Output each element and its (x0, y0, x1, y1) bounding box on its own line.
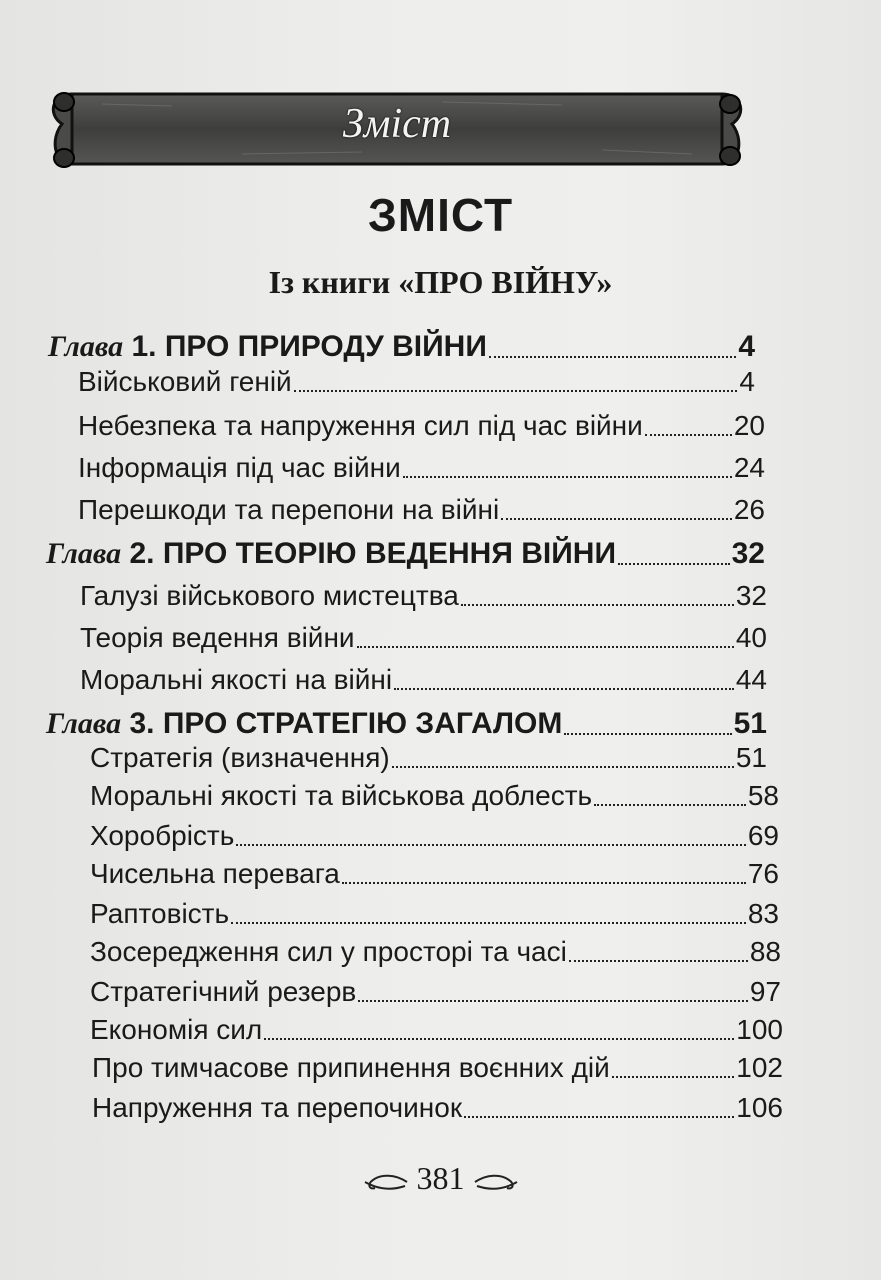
dot-leader (461, 604, 734, 606)
chapter-page-number: 51 (733, 707, 767, 740)
dot-leader (612, 1076, 735, 1078)
page-title: ЗМІСТ (367, 189, 514, 241)
toc-entry[interactable] (90, 742, 767, 774)
entry-title: Напруження та перепочинок (92, 1092, 463, 1123)
chapter-label (46, 707, 562, 741)
toc-entry[interactable] (80, 622, 767, 654)
book-subtitle: Із книги «ПРО ВІЙНУ» (268, 264, 613, 300)
dot-leader (264, 1038, 734, 1040)
dot-leader (569, 960, 748, 962)
entry-title: Моральні якості на війні (80, 664, 393, 695)
toc-entry[interactable] (80, 580, 767, 612)
page-footer (0, 1160, 881, 1197)
dot-leader (231, 922, 746, 924)
entry-page-number: 26 (733, 494, 765, 525)
entry-page-number: 97 (749, 976, 781, 1007)
entry-page-number: 40 (735, 622, 767, 653)
dot-leader (501, 518, 732, 520)
entry-page-number: 51 (735, 742, 767, 773)
chapter-prefix: Глава (48, 330, 124, 363)
entry-page-number: 24 (733, 452, 765, 483)
dot-leader (342, 882, 746, 884)
toc-entry[interactable] (90, 1014, 783, 1046)
toc-entry[interactable] (92, 1092, 783, 1124)
entry-page-number: 20 (733, 410, 765, 441)
entry-title: Стратегія (визначення) (90, 742, 390, 773)
entry-page-number: 44 (735, 664, 767, 695)
toc-entry[interactable] (78, 410, 765, 442)
dot-leader (403, 476, 732, 478)
entry-title: Чисельна перевага (90, 858, 340, 889)
dot-leader (394, 688, 734, 690)
dot-leader (392, 766, 734, 768)
entry-page-number: 58 (747, 780, 779, 811)
entry-page-number: 83 (747, 898, 779, 929)
toc-entry[interactable] (78, 494, 765, 526)
toc-entry[interactable] (78, 366, 755, 398)
page-number: 381 (416, 1160, 465, 1196)
chapter-title: 1. ПРО ПРИРОДУ ВІЙНИ (123, 330, 487, 363)
entry-title: Військовий геній (78, 366, 292, 397)
toc-entry[interactable] (92, 1052, 783, 1084)
entry-title: Небезпека та напруження сил під час війни (78, 410, 643, 441)
chapter-prefix: Глава (46, 707, 122, 740)
toc-entry[interactable] (90, 936, 781, 968)
left-flourish-icon (359, 1170, 409, 1194)
chapter-title: 3. ПРО СТРАТЕГІЮ ЗАГАЛОМ (121, 707, 563, 740)
toc-entry[interactable] (90, 780, 779, 812)
entry-title: Галузі військового мистецтва (80, 580, 459, 611)
toc-chapter-2[interactable] (46, 537, 765, 571)
chapter-page-number: 32 (731, 537, 765, 570)
dot-leader (489, 356, 736, 358)
entry-title: Моральні якості та військова доблесть (90, 780, 593, 811)
dot-leader (294, 390, 738, 392)
entry-title: Стратегічний резерв (90, 976, 357, 1007)
toc-entry[interactable] (78, 452, 765, 484)
entry-title: Теорія ведення війни (80, 622, 355, 653)
entry-page-number: 4 (739, 366, 755, 397)
toc-entry[interactable] (90, 898, 779, 930)
chapter-title: 2. ПРО ТЕОРІЮ ВЕДЕННЯ ВІЙНИ (121, 537, 617, 570)
dot-leader (358, 1000, 748, 1002)
dot-leader (464, 1116, 734, 1118)
entry-title: Економія сил (90, 1014, 263, 1045)
entry-page-number: 102 (736, 1052, 783, 1083)
chapter-page-number: 4 (738, 330, 755, 363)
toc-chapter-3[interactable] (46, 707, 767, 741)
dot-leader (618, 563, 730, 565)
toc-entry[interactable] (90, 858, 779, 890)
dot-leader (594, 804, 746, 806)
toc-entry[interactable] (80, 664, 767, 696)
entry-title: Хоробрість (90, 820, 235, 851)
banner-title: Зміст (342, 101, 452, 147)
entry-page-number: 32 (735, 580, 767, 611)
dot-leader (645, 434, 732, 436)
entry-page-number: 76 (747, 858, 779, 889)
entry-title: Перешкоди та перепони на війні (78, 494, 500, 525)
chapter-label (48, 330, 487, 364)
chapter-prefix: Глава (46, 537, 122, 570)
right-flourish-icon (473, 1170, 523, 1194)
entry-page-number: 100 (736, 1014, 783, 1045)
chapter-label (46, 537, 616, 571)
dot-leader (564, 733, 731, 735)
toc-chapter-1[interactable] (48, 330, 755, 364)
toc-entry[interactable] (90, 820, 779, 852)
entry-page-number: 69 (747, 820, 779, 851)
entry-page-number: 88 (749, 936, 781, 967)
toc-entry[interactable] (90, 976, 781, 1008)
entry-title: Раптовість (90, 898, 230, 929)
entry-title: Зосередження сил у просторі та часі (90, 936, 567, 967)
dot-leader (236, 844, 746, 846)
entry-title: Про тимчасове припинення воєнних дій (92, 1052, 610, 1083)
dot-leader (357, 646, 734, 648)
entry-title: Інформація під час війни (78, 452, 401, 483)
entry-page-number: 106 (736, 1092, 783, 1123)
